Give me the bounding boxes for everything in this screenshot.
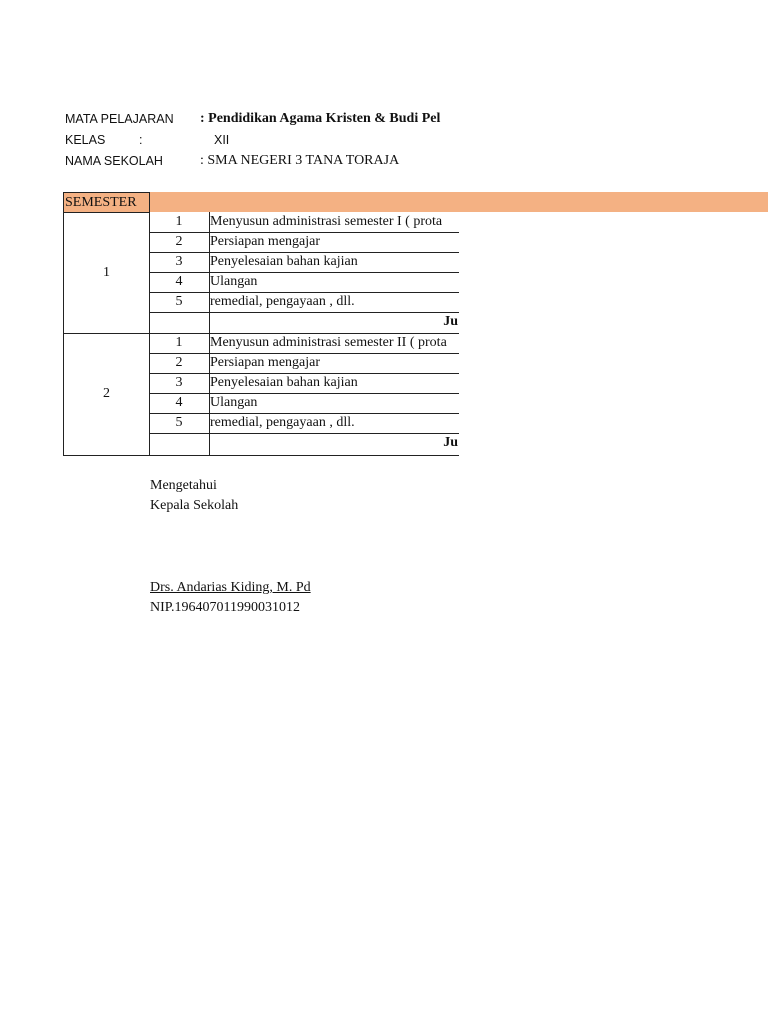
row-number: 1 (149, 212, 210, 233)
activity-cell: Penyelesaian bahan kajian (209, 373, 459, 394)
subject-value: : Pendidikan Agama Kristen & Budi Pel (200, 111, 441, 126)
class-colon: : (139, 133, 143, 147)
activity-cell: Persiapan mengajar (209, 353, 459, 374)
principal-name: Drs. Andarias Kiding, M. Pd (150, 580, 311, 595)
semester-cell: 1 (63, 212, 150, 334)
activity-table (63, 192, 459, 456)
activity-cell: Ulangan (209, 393, 459, 414)
activity-cell: Menyusun administrasi semester I ( prota (209, 212, 459, 233)
activity-cell: remedial, pengayaan , dll. (209, 292, 459, 313)
row-number: 2 (149, 232, 210, 253)
semester-header: SEMESTER (63, 192, 150, 213)
activity-cell: Penyelesaian bahan kajian (209, 252, 459, 273)
row-number: 3 (149, 373, 210, 394)
total-label: Ju (209, 433, 459, 456)
principal-nip: NIP.196407011990031012 (150, 600, 300, 615)
row-number: 4 (149, 393, 210, 414)
total-empty-cell (149, 312, 210, 334)
activity-cell: remedial, pengayaan , dll. (209, 413, 459, 434)
principal-title: Kepala Sekolah (150, 498, 239, 513)
class-label: KELAS (65, 133, 106, 147)
row-number: 1 (149, 333, 210, 354)
activity-cell: Menyusun administrasi semester II ( prota (209, 333, 459, 354)
row-number: 5 (149, 413, 210, 434)
activity-cell: Ulangan (209, 272, 459, 293)
row-number: 4 (149, 272, 210, 293)
row-number: 3 (149, 252, 210, 273)
semester-cell: 2 (63, 333, 150, 456)
school-label: NAMA SEKOLAH (65, 154, 163, 168)
total-empty-cell (149, 433, 210, 456)
school-value: : SMA NEGERI 3 TANA TORAJA (200, 153, 400, 168)
class-value: XII (214, 133, 230, 147)
total-label: Ju (209, 312, 459, 334)
acknowledged-label: Mengetahui (150, 478, 217, 493)
row-number: 5 (149, 292, 210, 313)
row-number: 2 (149, 353, 210, 374)
activity-cell: Persiapan mengajar (209, 232, 459, 253)
subject-label: MATA PELAJARAN (65, 112, 174, 126)
